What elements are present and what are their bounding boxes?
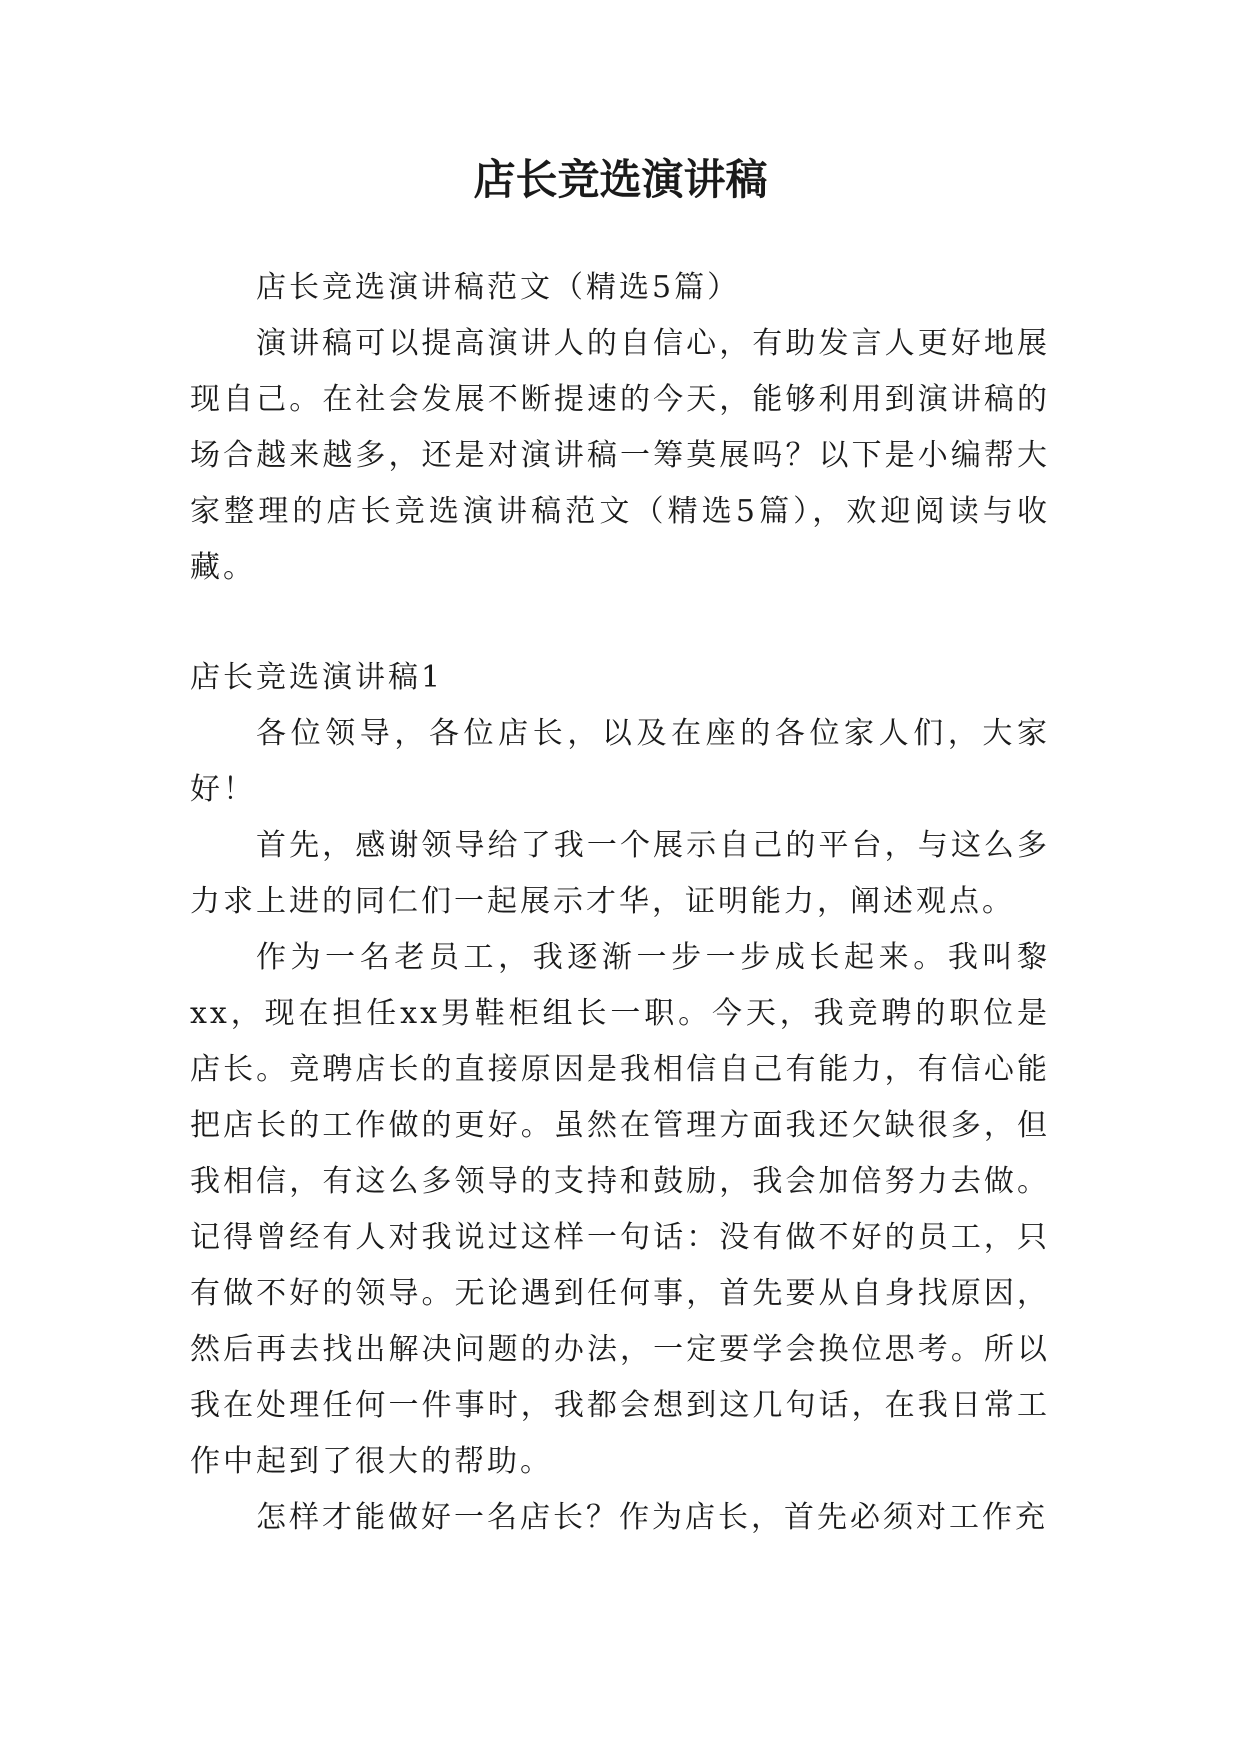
- document-body: [190, 260, 1050, 1546]
- document-title: 店长竞选演讲稿: [473, 155, 768, 204]
- greeting-paragraph: 各位领导，各位店长，以及在座的各位家人们，大家好！: [190, 716, 1050, 807]
- closing-paragraph: 怎样才能做好一名店长？作为店长，首先必须对工作充: [256, 1500, 1048, 1535]
- section-heading: 店长竞选演讲稿1: [190, 660, 444, 695]
- subtitle-paragraph: 店长竞选演讲稿范文（精选5篇）: [256, 270, 741, 305]
- intro-paragraph: 演讲稿可以提高演讲人的自信心，有助发言人更好地展现自己。在社会发展不断提速的今天，能够利用到演讲稿的场合越来越多，还是对演讲稿一筹莫展吗？以下是小编帮大家整理的店长竞选演讲稿范文（精选5篇），欢迎阅读与收藏。: [190, 326, 1050, 585]
- thanks-paragraph: 首先，感谢领导给了我一个展示自己的平台，与这么多力求上进的同仁们一起展示才华，证明能力，阐述观点。: [190, 828, 1050, 919]
- self-introduction-paragraph: 作为一名老员工，我逐渐一步一步成长起来。我叫黎xx，现在担任xx男鞋柜组长一职。今天，我竞聘的职位是店长。竞聘店长的直接原因是我相信自己有能力，有信心能把店长的工作做的更好。虽然在管理方面我还欠缺很多，但我相信，有这么多领导的支持和鼓励，我会加倍努力去做。记得曾经有人对我说过这样一句话：没有做不好的员工，只有做不好的领导。无论遇到任何事，首先要从自身找原因，然后再去找出解决问题的办法，一定要学会换位思考。所以我在处理任何一件事时，我都会想到这几句话，在我日常工作中起到了很大的帮助。: [190, 940, 1050, 1479]
